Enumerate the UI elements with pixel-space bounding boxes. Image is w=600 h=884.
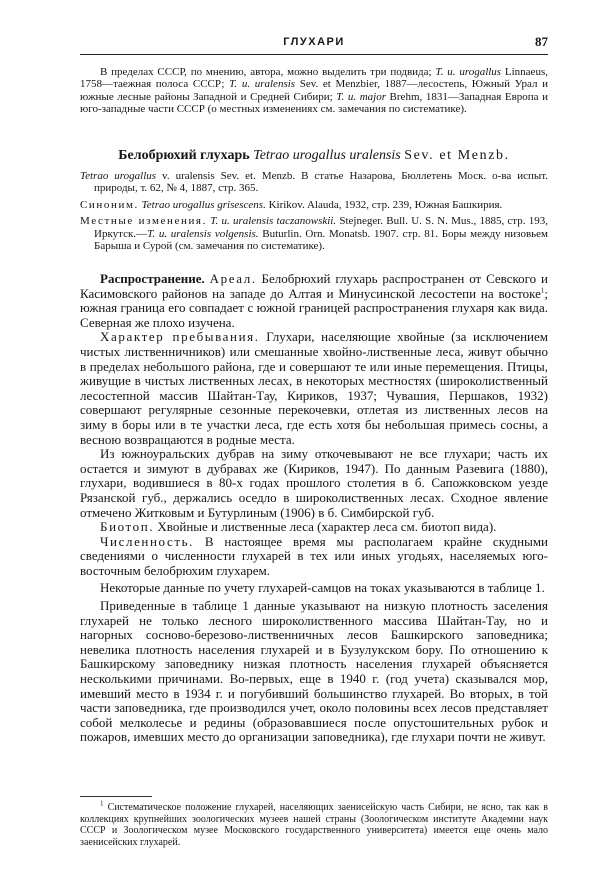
intro-text: В пределах СССР, по мнению, автора, можно выделить три подвида;	[100, 66, 436, 78]
paragraph-text: В настоящее время мы располагаем крайне скудными сведениями о численности глухарей в тех или иных угодьях, населяемых юго-восточным белобрюхим глухарем.	[80, 533, 548, 578]
number-paragraph	[80, 535, 548, 579]
citation-text: Kirikov. Alauda, 1932, стр. 239, Южная Башкирия.	[265, 198, 503, 211]
running-title: ГЛУХАРИ	[283, 36, 345, 48]
citation-label: Местные изменения.	[80, 215, 207, 228]
citation-latin: T. u. uralensis volgensis.	[147, 227, 259, 240]
running-header	[80, 36, 548, 55]
paragraph-text: ; южная граница его совпадает с южной границей распространения глухаря как вида. Северная же плохо изучена.	[80, 285, 548, 330]
intro-text: Sev. et Menzbier, 1887—лесостепь, Южный Урал и южные лесные районы Западной и Средней Сибири;	[80, 78, 548, 103]
section-heading: Распространение.	[100, 271, 205, 286]
footnote-text: Систематическое положение глухарей, населяющих заенисейскую часть Сибири, не ясно, так как в коллекциях крупнейших зоологических музеев нашей страны (Зоологическом институте Академии наук СССР и Зоологическом музее Московского государственного университета) имеется еще очень мало заенисейских глухарей.	[80, 802, 548, 848]
subheading: Численность.	[100, 533, 195, 549]
paragraph-text: Белобрюхий глухарь распространен от Севского и Касимовского районов на западе до Алтая и Минусинской лесостепи на востоке	[80, 271, 548, 301]
citations	[80, 170, 548, 252]
subheading: Ареал.	[209, 271, 257, 286]
subspecies-name: T. u. major	[336, 90, 386, 103]
footnote-divider	[80, 796, 152, 797]
author-name: Sev. et Menzb.	[404, 148, 510, 163]
citation-original	[80, 170, 548, 195]
section-title	[80, 148, 548, 164]
subspecies-name: T. u. uralensis	[229, 78, 296, 91]
oak-forest-paragraph: Из южноуральских дубрав на зиму откочевывают не все глухари; часть их остается и зимуют в дубравах же (Кириков, 1947). По данным Разевига (1880), глухари, водившиеся в 80-х годах прошлого столетия в б. Сапожковском уезде Рязанской губ., держались оседло в широколиственных лесах. Сходное явление отмечено Житковым и Бутурлиным (1906) в б. Симбирской губ.	[80, 446, 548, 520]
intro-text: Brehm, 1831—Западная Европа и юго-западные части СССР (о местных изменениях см. замечания по систематике).	[80, 90, 548, 116]
areal-paragraph	[80, 272, 548, 330]
citation-text: Stejneger. Bull. U. S. N. Mus., 1885, стр. 193, Иркутск.—	[94, 215, 548, 240]
biotope-paragraph	[80, 520, 548, 535]
citation-text: v. uralensis Sev. et. Menzb. В статье Назарова, Бюллетень Моск. о-ва испыт. природы, т. 62, № 4, 1887, стр. 365.	[94, 170, 549, 195]
table-reference-paragraph: Некоторые данные по учету глухарей-самцов на токах указываются в таблице 1.	[100, 580, 545, 596]
subspecies-name: T. u. urogallus	[435, 66, 502, 78]
footnote-ref: 1	[540, 286, 545, 295]
footnote	[80, 799, 548, 848]
citation-latin: Tetrao urogallus	[80, 170, 157, 182]
paragraph-text: Глухари, населяющие хвойные (за исключением чистых лиственничников) или смешанные хвойно-лиственные леса, живут обычно в пределах небольшого района, где и совершают те или иные перемещения. Птицы, живущие в чистых лиственных лесах, в некоторых местностях (широколиственный лесостепной массив Шайтан-Тау, Кириков, 1937; Чувашия, Першаков, 1932) совершают регулярные сезонные перекочевки, отлетая из лиственных лесов на зиму в боры или в те участки леса, где есть хотя бы небольшая примесь сосны, а весною возвращаются в родные места.	[80, 329, 548, 447]
latin-name: Tetrao urogallus uralensis	[253, 148, 401, 163]
paragraph-text: Хвойные и лиственные леса (характер леса см. биотоп вида).	[154, 519, 497, 535]
citation-latin: T. u. uralensis taczanowskii.	[210, 215, 337, 228]
stay-paragraph	[80, 330, 548, 447]
citation-label: Синоним.	[80, 198, 139, 211]
citation-synonym	[80, 199, 548, 211]
citation-text: Buturlin. Orn. Monatsb. 1907. стр. 81. Боры между низовьем Барыша и Сурой (см. замечания по систематике).	[94, 227, 548, 253]
distribution-section	[80, 272, 548, 745]
intro-paragraph	[80, 66, 548, 116]
subheading: Характер пребывания.	[100, 329, 260, 345]
density-paragraph: Приведенные в таблице 1 данные указывают на низкую плотность заселения глухарей не только лесного широколиственного массива Шайтан-Тау, но и нагорных сосново-березово-лиственничных лесов Башкирского заповедника; невелика плотность населения глухарей и в Бузулукском бору. По отношению к Башкирскому заповеднику низкая плотность населения глухарей объясняется несколькими причинами. Во-первых, еще в 1940 г. (год учета) сказывался мор, имевший место в 1934 г. и погубивший большинство глухарей. Во вторых, в той части заповедника, где производился учет, около половины всех лесов представляет собой мелколесье и редины (образовавшиеся после опустошительных рубок и пожаров, имевших место до организации заповедника), где глухари почти не живут.	[80, 598, 548, 745]
page-number: 87	[535, 34, 548, 49]
citation-local-variation	[80, 215, 548, 252]
species-name: Белобрюхий глухарь	[118, 148, 250, 163]
footnote-mark: 1	[100, 799, 104, 808]
intro-text: Linnaeus, 1758—таежная полоса СССР;	[80, 66, 548, 91]
subheading: Биотоп.	[100, 519, 155, 535]
citation-latin: Tetrao urogallus grisescens.	[141, 198, 266, 211]
